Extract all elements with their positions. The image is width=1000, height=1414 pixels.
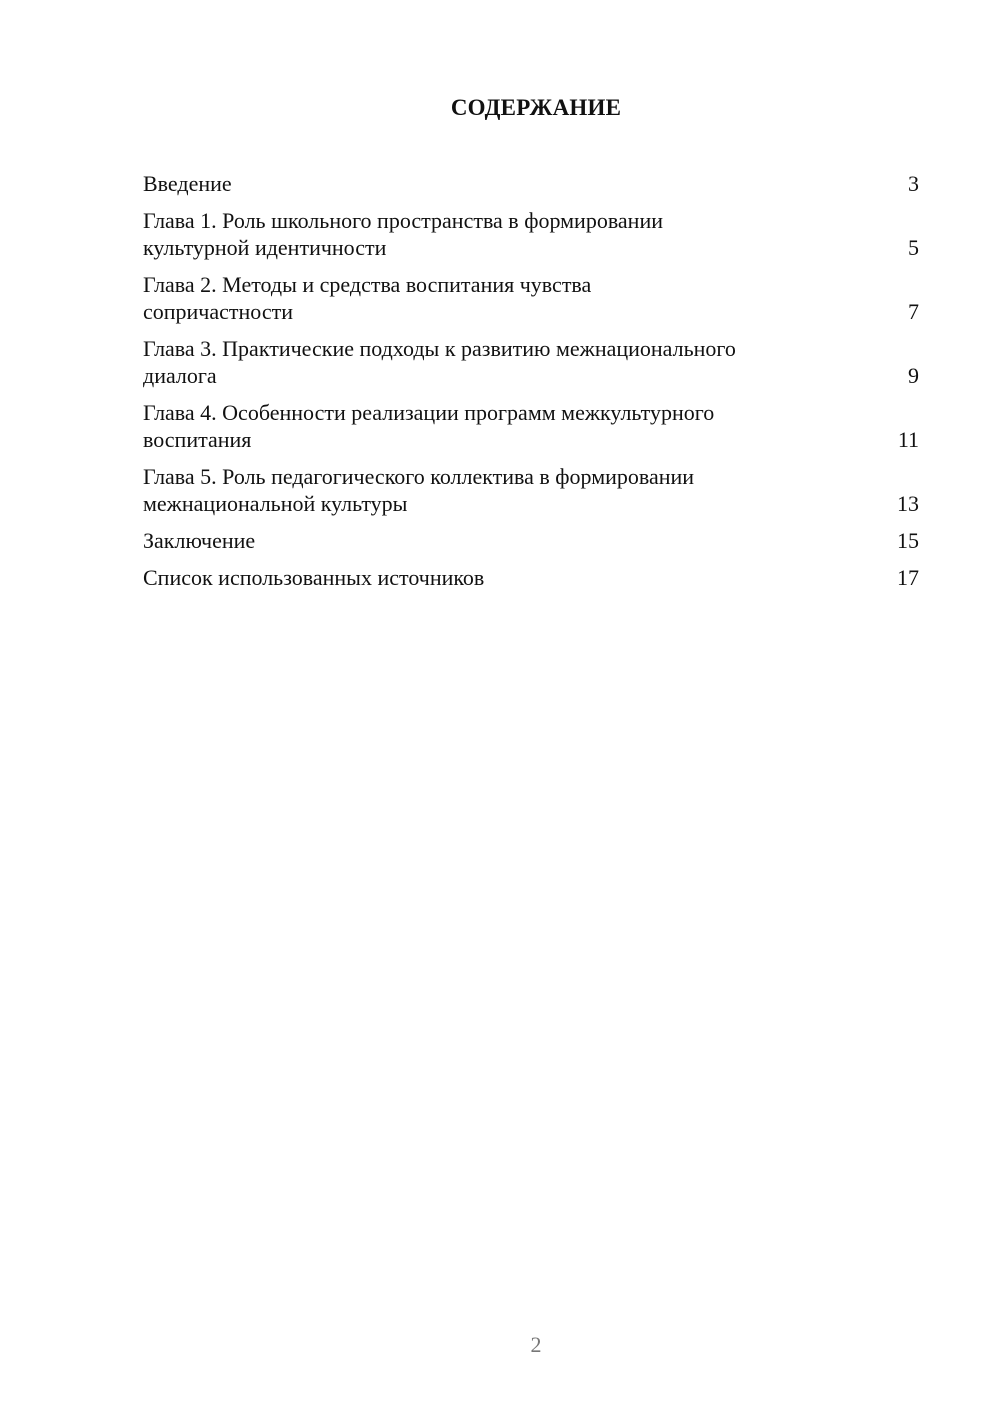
toc-page-number: 17 (897, 565, 919, 590)
toc-page-number: 3 (908, 171, 919, 196)
toc-entry-title (143, 170, 232, 197)
toc-entry-chapter-2[interactable] (143, 271, 919, 325)
toc-entry-title (143, 527, 255, 554)
toc-page-number: 7 (908, 299, 919, 324)
toc-entry-title (143, 564, 484, 591)
toc-entry-line: Глава 5. Роль педагогического коллектива в формировании (143, 464, 695, 489)
page-title: СОДЕРЖАНИЕ (450, 95, 622, 120)
toc-entry-line: сопричастности (143, 299, 293, 324)
toc-entry-line: культурной идентичности (143, 235, 387, 260)
toc-entry-line: Глава 1. Роль школьного пространства в формировании (143, 208, 663, 233)
toc-entry-title (143, 463, 694, 517)
toc-entry-line: межнациональной культуры (143, 491, 408, 516)
toc-entry-line: диалога (143, 363, 217, 388)
toc-page-number: 11 (897, 427, 919, 452)
toc-entry-title (143, 207, 663, 261)
toc-entry-chapter-4[interactable] (143, 399, 919, 453)
toc-entry-chapter-1[interactable] (143, 207, 919, 261)
page-number: 2 (530, 1332, 542, 1357)
toc-entry-line: Глава 3. Практические подходы к развитию межнационального (143, 336, 736, 361)
toc-entry-line: Заключение (143, 528, 256, 553)
toc-entry-title (143, 335, 736, 389)
toc-page-number: 15 (897, 528, 919, 553)
toc-entry-conclusion[interactable] (143, 527, 919, 554)
toc-entry-chapter-3[interactable] (143, 335, 919, 389)
toc-entry-chapter-5[interactable] (143, 463, 919, 517)
toc-entry-title (143, 399, 714, 453)
table-of-contents (143, 170, 919, 601)
toc-entry-line: Введение (143, 171, 232, 196)
toc-entry-line: Список использованных источников (143, 565, 485, 590)
toc-entry-references[interactable] (143, 564, 919, 591)
toc-entry-line: воспитания (143, 427, 252, 452)
toc-entry-line: Глава 4. Особенности реализации программ межкультурного (143, 400, 715, 425)
toc-page-number: 13 (897, 491, 919, 516)
toc-entry-introduction[interactable] (143, 170, 919, 197)
toc-page-number: 9 (908, 363, 919, 388)
toc-entry-line: Глава 2. Методы и средства воспитания чувства (143, 272, 592, 297)
toc-entry-title (143, 271, 591, 325)
toc-page-number: 5 (908, 235, 919, 260)
